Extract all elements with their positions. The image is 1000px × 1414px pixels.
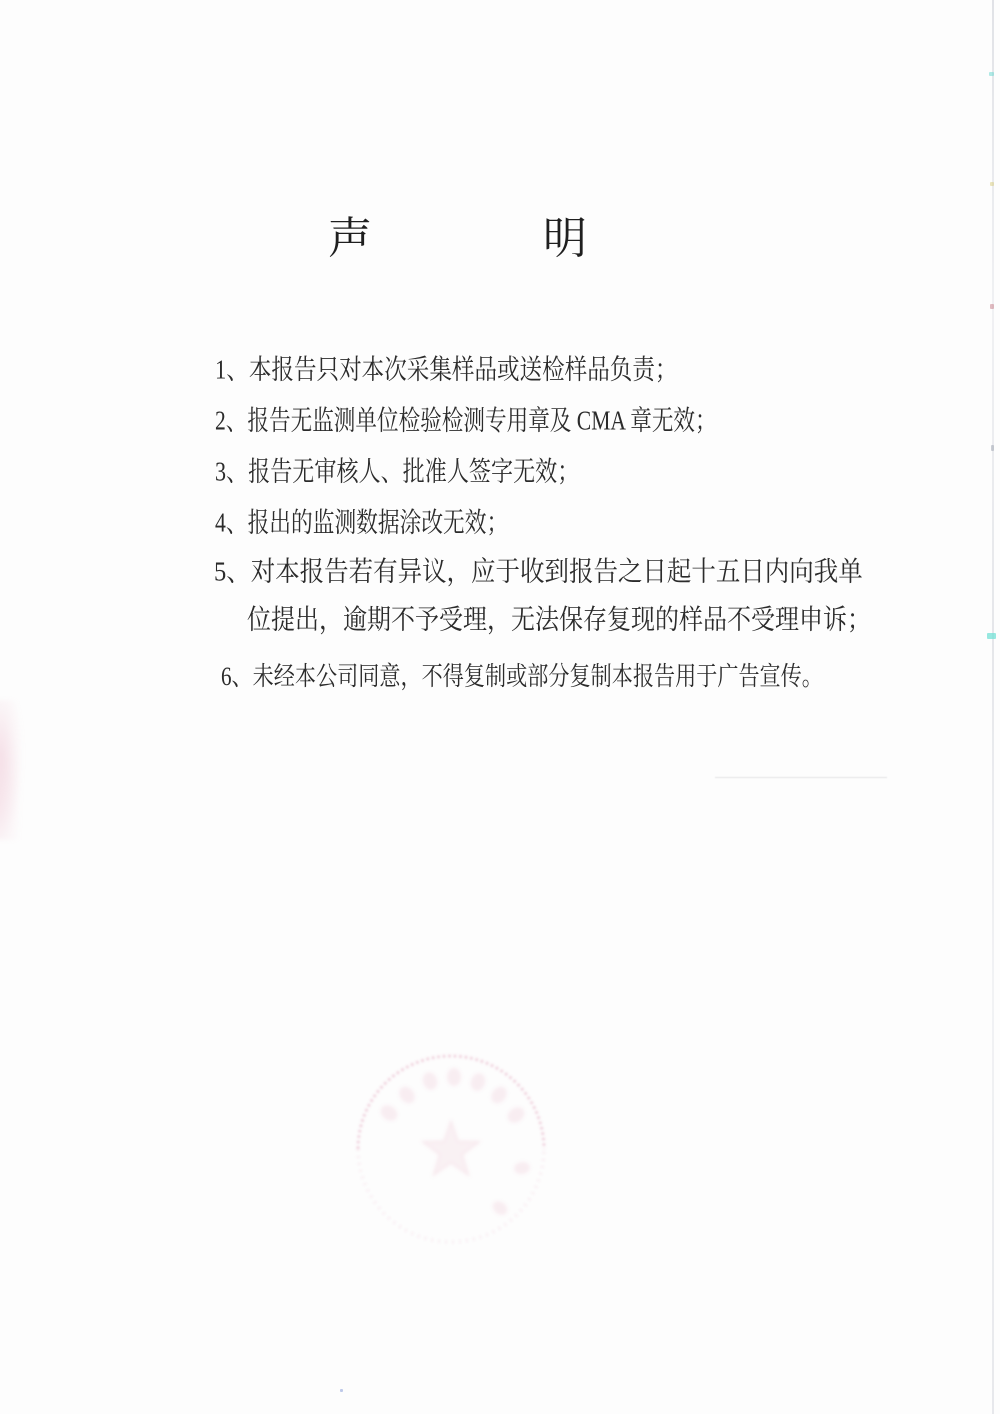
item-2-text: 报告无监测单位检验检测专用章及 CMA 章无效； [247,406,717,437]
title-char-2: 明 [543,214,587,263]
item-3-number: 3、 [215,457,249,488]
scan-speck [340,1389,343,1392]
statement-item-2 [215,408,717,435]
seal-star [423,1121,480,1175]
item-5-text-line-2: 位提出，逾期不予受理，无法保存复现的样品不受理申诉； [247,605,871,636]
scan-crease-line [715,777,887,778]
item-1-number: 1、 [215,355,249,386]
scan-speck [990,304,994,309]
official-seal-stamp-icon [350,1048,560,1258]
page-title [328,214,587,263]
item-5-text-line-1: 对本报告若有异议，应于收到报告之日起十五日内向我单 [250,557,863,588]
statement-item-5-line-1 [214,559,863,586]
item-2-number: 2、 [215,406,248,437]
scan-edge-line [992,0,994,1414]
item-6-number: 6、 [221,662,253,692]
statement-item-5-line-2 [247,607,871,634]
statement-item-4 [215,510,508,537]
left-edge-ink-bleed [0,700,24,840]
scan-speck [990,182,994,186]
scan-speck [989,72,994,76]
scan-speck [987,633,996,639]
title-char-1: 声 [328,214,372,263]
item-4-number: 4、 [215,508,248,539]
statement-item-6 [221,664,823,690]
item-6-text: 未经本公司同意，不得复制或部分复制本报告用于广告宣传。 [252,662,823,692]
item-1-text: 本报告只对本次采集样品或送检样品负责； [248,355,678,386]
scan-speck [991,445,994,451]
item-5-number: 5、 [214,557,251,588]
statement-item-1 [215,357,677,384]
item-3-text: 报告无审核人、批准人签字无效； [248,457,580,488]
item-4-text: 报出的监测数据涂改无效； [247,508,509,539]
statement-item-3 [215,459,579,486]
